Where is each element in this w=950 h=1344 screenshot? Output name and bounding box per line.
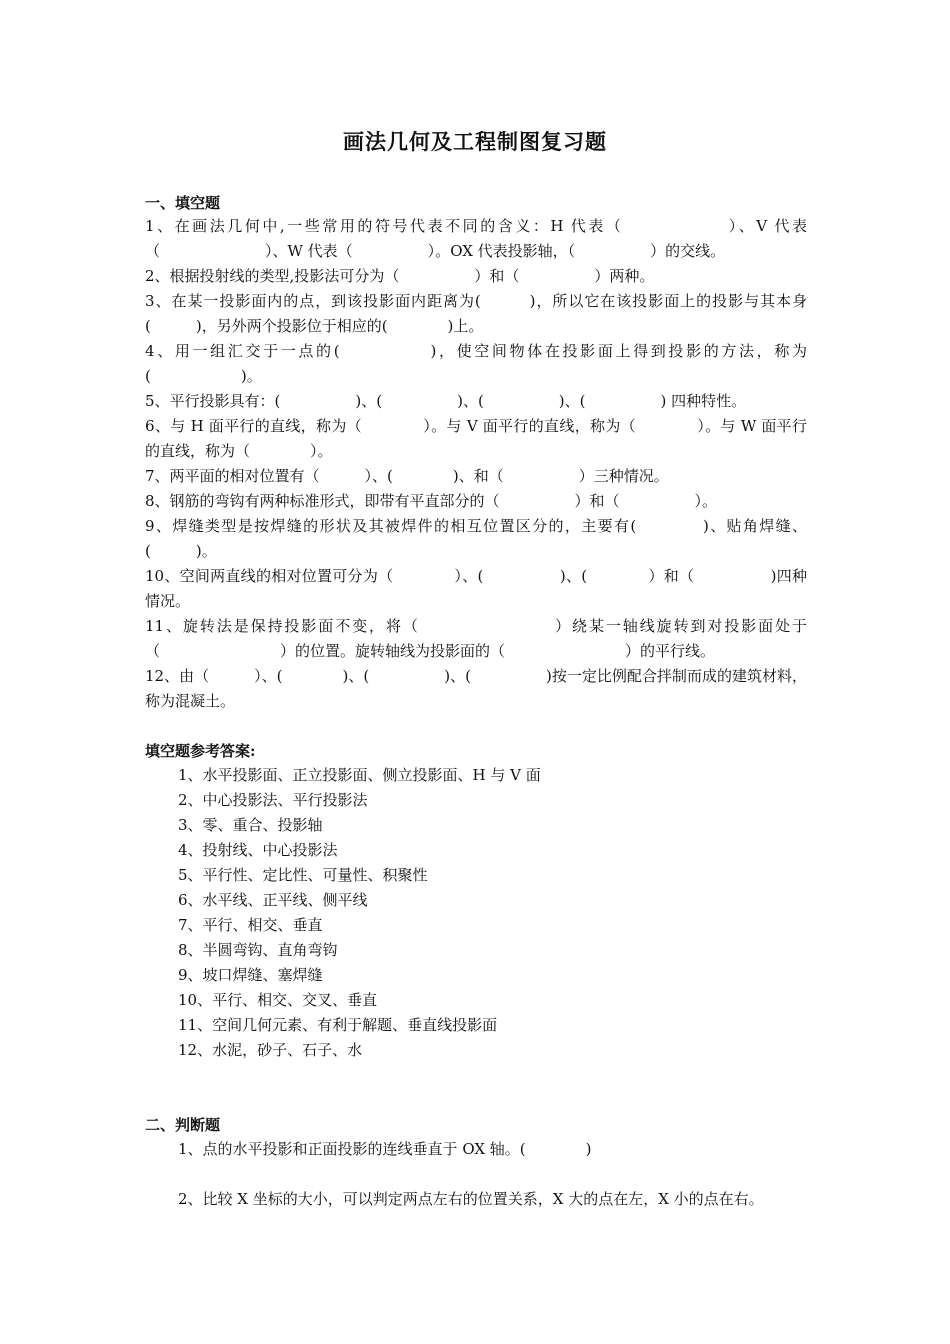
question-10: 10、空间两直线的相对位置可分为（ ）、( )、( ）和（ )四种情况。 — [145, 567, 807, 610]
answer-item: 4、投射线、中心投影法 — [178, 841, 338, 859]
tf-question-2: 2、比较 X 坐标的大小，可以判定两点左右的位置关系，X 大的点在左，X 小的点在右。 — [178, 1190, 764, 1208]
answer-item: 3、零、重合、投影轴 — [178, 816, 323, 834]
question-2: 2、根据投射线的类型,投影法可分为（ ）和（ ）两种。 — [145, 267, 655, 285]
section-heading-true-false: 二、判断题 — [145, 1116, 221, 1134]
answer-item: 10、平行、相交、交叉、垂直 — [178, 991, 378, 1009]
question-4: 4、用一组汇交于一点的( )，使空间物体在投影面上得到投影的方法，称为( )。 — [145, 342, 807, 385]
answer-item: 5、平行性、定比性、可量性、积聚性 — [178, 866, 428, 884]
answer-item: 2、中心投影法、平行投影法 — [178, 791, 368, 809]
question-6: 6、与 H 面平行的直线，称为（ ）。与 V 面平行的直线，称为（ ）。与 W 面平行的直线，称为（ ）。 — [145, 417, 807, 460]
document-title: 画法几何及工程制图复习题 — [343, 129, 607, 154]
answer-item: 9、坡口焊缝、塞焊缝 — [178, 966, 323, 984]
section-heading-fill-blank: 一、填空题 — [145, 194, 221, 212]
question-5: 5、平行投影具有：( )、( )、( )、( ) 四种特性。 — [145, 392, 747, 410]
answer-item: 8、半圆弯钩、直角弯钩 — [178, 941, 338, 959]
question-3: 3、在某一投影面内的点，到该投影面内距离为( )，所以它在该投影面上的投影与其本身( )，另外两个投影位于相应的( )上。 — [145, 292, 807, 335]
tf-question-1: 1、点的水平投影和正面投影的连线垂直于 OX 轴。( ) — [178, 1140, 592, 1158]
answer-item: 1、水平投影面、正立投影面、侧立投影面、H 与 V 面 — [178, 766, 541, 784]
question-8: 8、钢筋的弯钩有两种标准形式，即带有平直部分的（ ）和（ ）。 — [145, 492, 718, 510]
answer-item: 6、水平线、正平线、侧平线 — [178, 891, 368, 909]
question-7: 7、两平面的相对位置有（ ）、( )、和（ ）三种情况。 — [145, 467, 669, 485]
question-12: 12、由（ ）、( )、( )、( )按一定比例配合拌制而成的建筑材料，称为混凝土。 — [145, 667, 807, 710]
answer-item: 7、平行、相交、垂直 — [178, 916, 323, 934]
answer-item: 11、空间几何元素、有利于解题、垂直线投影面 — [178, 1016, 498, 1034]
question-9: 9、焊缝类型是按焊缝的形状及其被焊件的相互位置区分的，主要有( )、贴角焊缝、( )。 — [145, 517, 807, 560]
question-1: 1、在画法几何中,一些常用的符号代表不同的含义：H 代表（ ）、V 代表（ ）、W 代表（ ）。OX 代表投影轴，（ ）的交线。 — [145, 217, 807, 260]
answers-heading: 填空题参考答案: — [145, 742, 256, 760]
answer-item: 12、水泥，砂子、石子、水 — [178, 1041, 363, 1059]
question-11: 11、旋转法是保持投影面不变，将（ ）绕某一轴线旋转到对投影面处于（ ）的位置。旋转轴线为投影面的（ ）的平行线。 — [145, 617, 807, 660]
